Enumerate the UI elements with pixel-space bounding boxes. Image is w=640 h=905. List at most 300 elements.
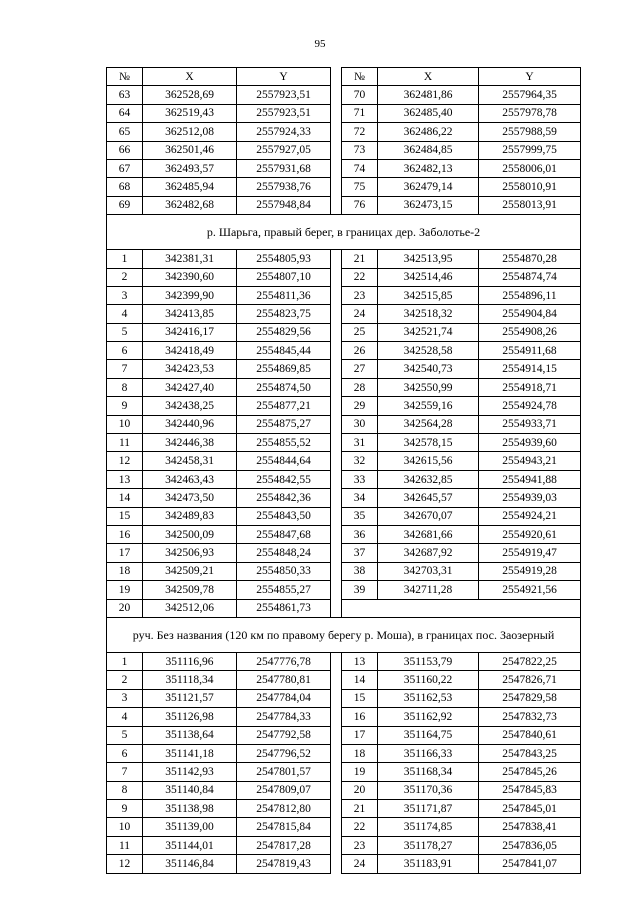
point-number-cell: 39 [342,581,378,599]
table-row [107,378,581,396]
y-coordinate-cell: 2554941,88 [479,470,581,488]
x-coordinate-cell: 342463,43 [143,470,237,488]
x-coordinate-cell: 342458,31 [143,452,237,470]
section-title: руч. Без названия (120 км по правому берегу р. Моша), в границах пос. Заозерный [107,617,581,652]
column-gap [331,123,342,141]
header-num-right: № [342,68,378,86]
column-gap [331,104,342,122]
point-number-cell: 16 [107,525,143,543]
table-body [107,86,581,873]
x-coordinate-cell: 342564,28 [378,415,479,433]
point-number-cell: 5 [107,323,143,341]
x-coordinate-cell: 342645,57 [378,489,479,507]
point-number-cell: 23 [342,286,378,304]
column-gap [331,581,342,599]
y-coordinate-cell: 2554843,50 [237,507,331,525]
x-coordinate-cell: 351178,27 [378,836,479,854]
point-number-cell: 72 [342,123,378,141]
x-coordinate-cell: 342550,99 [378,378,479,396]
y-coordinate-cell: 2554924,78 [479,397,581,415]
column-gap [331,452,342,470]
point-number-cell: 8 [107,781,143,799]
y-coordinate-cell: 2554918,71 [479,378,581,396]
point-number-cell: 66 [107,141,143,159]
x-coordinate-cell: 351118,34 [143,671,237,689]
point-number-cell: 17 [107,544,143,562]
y-coordinate-cell: 2547843,25 [479,744,581,762]
y-coordinate-cell: 2554850,33 [237,562,331,580]
x-coordinate-cell: 362493,57 [143,159,237,177]
header-num-left: № [107,68,143,86]
x-coordinate-cell: 351183,91 [378,855,479,873]
x-coordinate-cell: 342440,96 [143,415,237,433]
point-number-cell: 37 [342,544,378,562]
column-gap [331,378,342,396]
x-coordinate-cell: 351162,92 [378,708,479,726]
y-coordinate-cell: 2554874,50 [237,378,331,396]
x-coordinate-cell: 362519,43 [143,104,237,122]
table-row [107,305,581,323]
point-number-cell: 19 [342,763,378,781]
y-coordinate-cell: 2547812,80 [237,800,331,818]
x-coordinate-cell: 351141,18 [143,744,237,762]
point-number-cell: 38 [342,562,378,580]
point-number-cell: 2 [107,268,143,286]
point-number-cell: 21 [342,250,378,268]
x-coordinate-cell: 362482,13 [378,159,479,177]
point-number-cell: 13 [107,470,143,488]
point-number-cell: 1 [107,652,143,670]
table-row [107,86,581,104]
x-coordinate-cell: 362528,69 [143,86,237,104]
x-coordinate-cell: 342559,16 [378,397,479,415]
x-coordinate-cell: 342513,95 [378,250,479,268]
x-coordinate-cell: 342687,92 [378,544,479,562]
table-row [107,599,581,617]
point-number-cell: 65 [107,123,143,141]
table-row [107,818,581,836]
point-number-cell: 18 [107,562,143,580]
table-row [107,196,581,214]
table-row [107,434,581,452]
y-coordinate-cell: 2547792,58 [237,726,331,744]
x-coordinate-cell: 351140,84 [143,781,237,799]
y-coordinate-cell: 2554920,61 [479,525,581,543]
column-gap [331,507,342,525]
point-number-cell: 9 [107,800,143,818]
point-number-cell: 75 [342,178,378,196]
y-coordinate-cell: 2554869,85 [237,360,331,378]
y-coordinate-cell: 2557923,51 [237,86,331,104]
column-gap [331,159,342,177]
y-coordinate-cell: 2558006,01 [479,159,581,177]
column-gap [331,178,342,196]
point-number-cell: 16 [342,708,378,726]
coordinates-table [106,67,581,874]
x-coordinate-cell: 342446,38 [143,434,237,452]
column-gap [331,708,342,726]
x-coordinate-cell: 342399,90 [143,286,237,304]
table-row [107,763,581,781]
point-number-cell: 28 [342,378,378,396]
point-number-cell: 29 [342,397,378,415]
point-number-cell: 26 [342,342,378,360]
table-row [107,671,581,689]
y-coordinate-cell: 2547809,07 [237,781,331,799]
column-gap [331,434,342,452]
point-number-cell: 9 [107,397,143,415]
y-coordinate-cell: 2557938,76 [237,178,331,196]
y-coordinate-cell: 2554914,15 [479,360,581,378]
y-coordinate-cell: 2547845,83 [479,781,581,799]
x-coordinate-cell: 351171,87 [378,800,479,818]
table-row [107,415,581,433]
y-coordinate-cell: 2547845,01 [479,800,581,818]
column-gap [331,360,342,378]
y-coordinate-cell: 2554842,55 [237,470,331,488]
point-number-cell: 12 [107,855,143,873]
point-number-cell: 71 [342,104,378,122]
point-number-cell: 25 [342,323,378,341]
point-number-cell: 23 [342,836,378,854]
point-number-cell: 3 [107,286,143,304]
table-row [107,159,581,177]
table-row [107,104,581,122]
section-title-row [107,617,581,652]
table-row [107,397,581,415]
y-coordinate-cell: 2547784,04 [237,689,331,707]
y-coordinate-cell: 2557948,84 [237,196,331,214]
point-number-cell: 19 [107,581,143,599]
x-coordinate-cell: 342670,07 [378,507,479,525]
point-number-cell: 70 [342,86,378,104]
x-coordinate-cell: 351121,57 [143,689,237,707]
point-number-cell: 33 [342,470,378,488]
empty-cell [342,599,581,617]
y-coordinate-cell: 2547826,71 [479,671,581,689]
point-number-cell: 30 [342,415,378,433]
column-gap [331,836,342,854]
point-number-cell: 15 [107,507,143,525]
x-coordinate-cell: 342423,53 [143,360,237,378]
point-number-cell: 6 [107,342,143,360]
y-coordinate-cell: 2554855,52 [237,434,331,452]
y-coordinate-cell: 2557923,51 [237,104,331,122]
x-coordinate-cell: 362484,85 [378,141,479,159]
table-row [107,708,581,726]
x-coordinate-cell: 351166,33 [378,744,479,762]
column-gap [331,250,342,268]
table-row [107,744,581,762]
column-gap [331,781,342,799]
x-coordinate-cell: 342500,09 [143,525,237,543]
x-coordinate-cell: 351142,93 [143,763,237,781]
point-number-cell: 31 [342,434,378,452]
y-coordinate-cell: 2547841,07 [479,855,581,873]
y-coordinate-cell: 2557924,33 [237,123,331,141]
y-coordinate-cell: 2547784,33 [237,708,331,726]
point-number-cell: 13 [342,652,378,670]
y-coordinate-cell: 2554842,36 [237,489,331,507]
point-number-cell: 22 [342,268,378,286]
y-coordinate-cell: 2554877,21 [237,397,331,415]
point-number-cell: 21 [342,800,378,818]
x-coordinate-cell: 362485,94 [143,178,237,196]
table-row [107,323,581,341]
x-coordinate-cell: 342418,49 [143,342,237,360]
table-row [107,342,581,360]
x-coordinate-cell: 351164,75 [378,726,479,744]
point-number-cell: 18 [342,744,378,762]
point-number-cell: 15 [342,689,378,707]
x-coordinate-cell: 342528,58 [378,342,479,360]
x-coordinate-cell: 342390,60 [143,268,237,286]
y-coordinate-cell: 2558013,91 [479,196,581,214]
column-gap [331,599,342,617]
table-row [107,489,581,507]
y-coordinate-cell: 2557988,59 [479,123,581,141]
x-coordinate-cell: 342381,31 [143,250,237,268]
y-coordinate-cell: 2547801,57 [237,763,331,781]
y-coordinate-cell: 2554911,68 [479,342,581,360]
x-coordinate-cell: 362482,68 [143,196,237,214]
y-coordinate-cell: 2554861,73 [237,599,331,617]
column-gap [331,323,342,341]
y-coordinate-cell: 2554919,47 [479,544,581,562]
table-row [107,507,581,525]
y-coordinate-cell: 2554924,21 [479,507,581,525]
table-row [107,652,581,670]
column-gap [331,397,342,415]
y-coordinate-cell: 2554921,56 [479,581,581,599]
y-coordinate-cell: 2547817,28 [237,836,331,854]
table-row [107,250,581,268]
table-row [107,470,581,488]
column-gap [331,286,342,304]
y-coordinate-cell: 2547838,41 [479,818,581,836]
column-gap [331,855,342,873]
point-number-cell: 6 [107,744,143,762]
x-coordinate-cell: 342416,17 [143,323,237,341]
point-number-cell: 24 [342,305,378,323]
x-coordinate-cell: 351138,64 [143,726,237,744]
table-row [107,689,581,707]
table-row [107,360,581,378]
x-coordinate-cell: 351168,34 [378,763,479,781]
y-coordinate-cell: 2554829,56 [237,323,331,341]
x-coordinate-cell: 342632,85 [378,470,479,488]
x-coordinate-cell: 342615,56 [378,452,479,470]
point-number-cell: 27 [342,360,378,378]
x-coordinate-cell: 342681,66 [378,525,479,543]
point-number-cell: 5 [107,726,143,744]
point-number-cell: 68 [107,178,143,196]
table-row [107,781,581,799]
point-number-cell: 4 [107,305,143,323]
point-number-cell: 11 [107,434,143,452]
column-gap [331,818,342,836]
y-coordinate-cell: 2554933,71 [479,415,581,433]
point-number-cell: 10 [107,415,143,433]
table-row [107,836,581,854]
x-coordinate-cell: 342578,15 [378,434,479,452]
y-coordinate-cell: 2554939,03 [479,489,581,507]
y-coordinate-cell: 2547829,58 [479,689,581,707]
x-coordinate-cell: 342413,85 [143,305,237,323]
x-coordinate-cell: 342515,85 [378,286,479,304]
point-number-cell: 73 [342,141,378,159]
section-title-row [107,215,581,250]
y-coordinate-cell: 2547845,26 [479,763,581,781]
point-number-cell: 12 [107,452,143,470]
x-coordinate-cell: 351146,84 [143,855,237,873]
point-number-cell: 10 [107,818,143,836]
point-number-cell: 17 [342,726,378,744]
point-number-cell: 2 [107,671,143,689]
x-coordinate-cell: 351160,22 [378,671,479,689]
header-y-left: Y [237,68,331,86]
page-number: 95 [314,38,326,50]
column-gap [331,489,342,507]
table-row [107,544,581,562]
x-coordinate-cell: 342540,73 [378,360,479,378]
x-coordinate-cell: 351139,00 [143,818,237,836]
column-gap [331,305,342,323]
table-row [107,562,581,580]
column-gap [331,196,342,214]
x-coordinate-cell: 342518,32 [378,305,479,323]
column-gap [331,141,342,159]
y-coordinate-cell: 2547832,73 [479,708,581,726]
y-coordinate-cell: 2554811,36 [237,286,331,304]
y-coordinate-cell: 2554896,11 [479,286,581,304]
point-number-cell: 76 [342,196,378,214]
y-coordinate-cell: 2554805,93 [237,250,331,268]
x-coordinate-cell: 342703,31 [378,562,479,580]
y-coordinate-cell: 2554844,64 [237,452,331,470]
column-gap [331,800,342,818]
table-row [107,726,581,744]
y-coordinate-cell: 2547776,78 [237,652,331,670]
y-coordinate-cell: 2558010,91 [479,178,581,196]
x-coordinate-cell: 342514,46 [378,268,479,286]
column-gap [331,86,342,104]
header-x-right: X [378,68,479,86]
x-coordinate-cell: 362479,14 [378,178,479,196]
x-coordinate-cell: 342509,78 [143,581,237,599]
y-coordinate-cell: 2554855,27 [237,581,331,599]
x-coordinate-cell: 342521,74 [378,323,479,341]
table-row [107,525,581,543]
x-coordinate-cell: 351162,53 [378,689,479,707]
y-coordinate-cell: 2554823,75 [237,305,331,323]
x-coordinate-cell: 362512,08 [143,123,237,141]
x-coordinate-cell: 342711,28 [378,581,479,599]
table-row [107,178,581,196]
y-coordinate-cell: 2554870,28 [479,250,581,268]
x-coordinate-cell: 362485,40 [378,104,479,122]
point-number-cell: 35 [342,507,378,525]
point-number-cell: 67 [107,159,143,177]
column-gap [331,342,342,360]
x-coordinate-cell: 342506,93 [143,544,237,562]
column-gap [331,562,342,580]
table-row [107,286,581,304]
point-number-cell: 20 [107,599,143,617]
y-coordinate-cell: 2547840,61 [479,726,581,744]
section-title: р. Шарьга, правый берег, в границах дер. Заболотье-2 [107,215,581,250]
point-number-cell: 4 [107,708,143,726]
y-coordinate-cell: 2547836,05 [479,836,581,854]
y-coordinate-cell: 2554847,68 [237,525,331,543]
point-number-cell: 7 [107,763,143,781]
x-coordinate-cell: 351138,98 [143,800,237,818]
y-coordinate-cell: 2547780,81 [237,671,331,689]
y-coordinate-cell: 2547815,84 [237,818,331,836]
x-coordinate-cell: 342438,25 [143,397,237,415]
point-number-cell: 1 [107,250,143,268]
point-number-cell: 7 [107,360,143,378]
point-number-cell: 20 [342,781,378,799]
point-number-cell: 63 [107,86,143,104]
point-number-cell: 3 [107,689,143,707]
table-row [107,268,581,286]
x-coordinate-cell: 362473,15 [378,196,479,214]
header-x-left: X [143,68,237,86]
point-number-cell: 11 [107,836,143,854]
point-number-cell: 8 [107,378,143,396]
column-gap [331,744,342,762]
point-number-cell: 34 [342,489,378,507]
y-coordinate-cell: 2554875,27 [237,415,331,433]
column-gap [331,671,342,689]
column-gap [331,544,342,562]
x-coordinate-cell: 342473,50 [143,489,237,507]
y-coordinate-cell: 2557999,75 [479,141,581,159]
table-row [107,581,581,599]
table-row [107,800,581,818]
table-row [107,452,581,470]
y-coordinate-cell: 2554908,26 [479,323,581,341]
y-coordinate-cell: 2547796,52 [237,744,331,762]
y-coordinate-cell: 2547822,25 [479,652,581,670]
column-gap [331,415,342,433]
column-gap [331,763,342,781]
point-number-cell: 74 [342,159,378,177]
x-coordinate-cell: 342427,40 [143,378,237,396]
x-coordinate-cell: 342512,06 [143,599,237,617]
x-coordinate-cell: 351126,98 [143,708,237,726]
point-number-cell: 64 [107,104,143,122]
y-coordinate-cell: 2554939,60 [479,434,581,452]
y-coordinate-cell: 2547819,43 [237,855,331,873]
y-coordinate-cell: 2554874,74 [479,268,581,286]
point-number-cell: 14 [342,671,378,689]
column-gap [331,689,342,707]
x-coordinate-cell: 351144,01 [143,836,237,854]
x-coordinate-cell: 342509,21 [143,562,237,580]
x-coordinate-cell: 351153,79 [378,652,479,670]
column-gap [331,268,342,286]
table-header-row [107,68,581,86]
x-coordinate-cell: 342489,83 [143,507,237,525]
x-coordinate-cell: 362486,22 [378,123,479,141]
y-coordinate-cell: 2554919,28 [479,562,581,580]
point-number-cell: 14 [107,489,143,507]
y-coordinate-cell: 2557978,78 [479,104,581,122]
header-y-right: Y [479,68,581,86]
column-gap [331,68,342,86]
